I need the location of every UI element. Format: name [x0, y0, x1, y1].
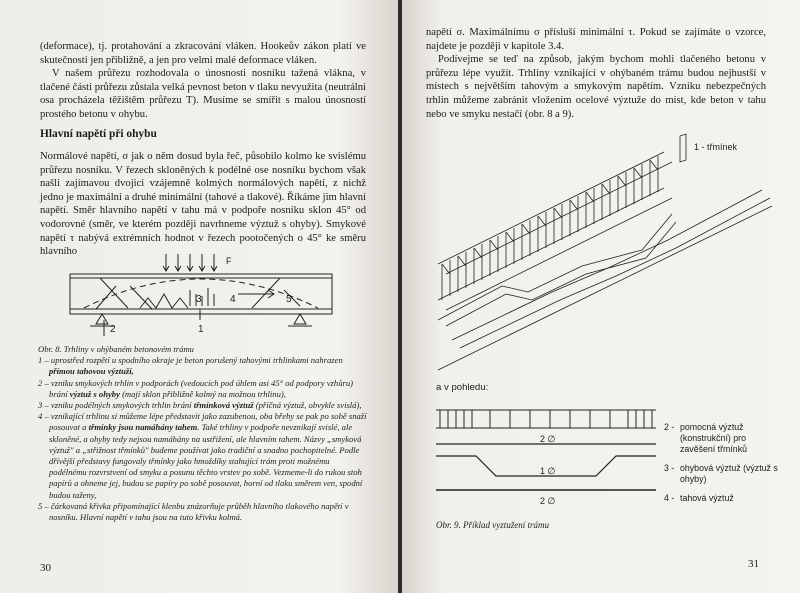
caption-item-2-bold: výztuž s ohyby	[69, 388, 120, 399]
caption-item-3	[38, 400, 368, 411]
fig9-legend-item-4	[664, 493, 782, 504]
fig9-legend-text-2: pomocná výztuž (konstrukční) pro zavěšení třmínků	[680, 422, 747, 454]
caption-item-4-bold: třmínky jsou namáhány tahem	[88, 422, 198, 433]
caption-item-3-bold: třmínková výztuž	[193, 400, 254, 411]
caption-item-3-tail: (příčná výztuž, obvykle svislá),	[253, 400, 362, 411]
caption-item-2	[38, 378, 368, 400]
figure-9-elevation	[432, 404, 662, 510]
fig9-legend-num-4: 4 -	[664, 493, 675, 503]
caption-item-1-bold: přímou tahovou výztuží,	[49, 366, 134, 377]
caption-item-4	[38, 411, 368, 501]
caption-item-4-num: 4 –	[38, 411, 49, 422]
right-paragraph-2: Podívejme se teď na způsob, jakým bychom mohli tlačeného betonu v průřezu lépe využít. Trhliny vznikající v ohýbaném trámu budou nejhustší v místech s největším tahovým a smykovým napětím. Vzniku nebezpečných trhlin můžeme zabránit vložením ocelové výztuže do míst, kde beton v tahu nebo ve smyku nestačí (obr. 8 a 9).	[426, 54, 766, 120]
caption-item-5-text: čárkovaná křivka připomínající klenbu znázorňuje průběh hlavního tlakového napětí v nosníku. Hlavní napětí v tahu jsou na tuto křivku kolmá.	[49, 500, 349, 523]
fig9-legend-item-2	[664, 422, 782, 455]
page-number-left: 30	[40, 562, 51, 574]
fig9-stirrup-legend: 1 - třmínek	[694, 142, 738, 152]
left-page	[0, 0, 398, 593]
caption-item-2-text: vzniku smykových trhlin v podporách (vedoucích pod úhlem asi 45° od podpory vzhůru) brání	[49, 377, 353, 399]
section-heading: Hlavní napětí při ohybu	[40, 128, 157, 140]
figure-9-caption: Obr. 9. Příklad vyztužení trámu	[436, 520, 549, 530]
right-page	[402, 0, 800, 593]
fig9-bar-2: 2 ∅	[540, 434, 556, 444]
intro-paragraph-2: V našem průřezu rozhodovala o únosnosti nosníku tažená vlákna, v tlačené části průřezu zůstala velká pevnost beton v tlaku nevyužita (neutrální osa procházela těžištěm průřezu T). Musíme se smířit s malou únosností prostého betonu v ohybu.	[40, 68, 366, 120]
fig8-label-5: 5	[286, 294, 292, 305]
body-text	[40, 150, 366, 259]
caption-item-5	[38, 501, 368, 523]
fig8-label-1: 1	[198, 324, 204, 335]
caption-item-3-text: vzniku podélných smykových trhlin brání	[50, 400, 194, 411]
caption-item-1-text: uprostřed rozpětí u spodního okraje je beton porušený tahovými trhlinkami nahrazen	[50, 355, 343, 366]
fig9-legend-num-3: 3 -	[664, 463, 675, 473]
figure-8-caption-title: Obr. 8. Trhliny v ohýbaném betonovém trámu	[38, 344, 194, 354]
fig9-legend-item-3	[664, 463, 782, 485]
fig9-legend-num-2: 2 -	[664, 422, 675, 432]
caption-item-5-num: 5 –	[38, 500, 49, 511]
caption-item-2-tail: (mají sklon přibližně kolmý na možnou trhlinu),	[119, 388, 286, 399]
body-paragraph: Normálové napětí, σ jak o něm dosud byla řeč, působilo kolmo ke svislému průřezu nosníku. V řezech skloněných k podélné ose nosníku bychom však našli zajímavou dvojici vzájemně kolmých normálových napětí, z nichž jedno je maximální a druhé minimální (tahové a tlakové). Říkáme jim hlavní napětí. Směr hlavního napětí v tahu má v podpoře nosníku sklon 45° od vodorovné (směr, ve kterém později navrhneme výztuž s ohyby). Smykové napětí τ nabývá extrémních hodnot v řezech pootočených o 45° ke směru hlavního	[40, 151, 366, 258]
fig8-load-label: F	[226, 256, 232, 266]
caption-item-4-tail: . Také trhliny v podpoře nevznikají svislé, ale skloněné, a ohyby tedy nejsou namáhány na ustřižení, ale hlavním tahem. Názvy „smyková výztuž" a „střižnost třmínků" budeme používat jako tradiční a snadno pochopitelné. Podle dřívější představy fungovaly třmínky jako hmoždíky stahující trám proti možnému podélnému rozvrstvení od smyku a posunu těchto vrstev po sobě. Vezmeme-li do rukou stoh papírů a ohneme jej, budou se papíry po sobě posouvat, horní od tlaku směrem ven, spodní budou taženy,	[49, 422, 363, 500]
fig9-legend	[664, 422, 782, 504]
fig8-label-3: 3	[196, 294, 202, 305]
fig8-label-4: 4	[230, 294, 236, 305]
right-paragraph-1: napětí σ. Maximálnímu σ přísluší minimální τ. Pokud se zajímáte o vzorce, najdete je později v kapitole 3.4.	[426, 27, 766, 52]
caption-item-1	[38, 355, 368, 377]
fig9-view-label: a v pohledu:	[436, 382, 489, 393]
fig9-legend-text-4: tahová výztuž	[680, 493, 734, 503]
figure-8-caption	[38, 344, 368, 523]
caption-item-2-num: 2 –	[38, 377, 49, 388]
figure-8-beam-diagram	[40, 250, 370, 336]
fig9-bar-2b: 2 ∅	[540, 496, 556, 506]
caption-item-1-num: 1 –	[38, 355, 49, 366]
caption-item-4-text: vznikající trhlinu si můžeme lépe představit jako zazubenou, oba břehy se pak po sobě snaží posouvat a	[49, 411, 367, 433]
fig9-bar-1: 1 ∅	[540, 466, 556, 476]
intro-text	[40, 40, 366, 122]
right-body-text	[426, 26, 766, 121]
intro-paragraph-1: (deformace), tj. protahování a zkracování vláken. Hookeův zákon platí ve skutečnosti jen přibližně, a jen pro velmi malé deformace vláken.	[40, 41, 366, 66]
fig9-legend-text-3: ohybová výztuž (výztuž s ohyby)	[680, 463, 778, 484]
fig8-label-2: 2	[110, 324, 116, 335]
caption-item-3-num: 3 –	[38, 400, 49, 411]
page-number-right: 31	[748, 558, 759, 570]
figure-9-isometric-cage	[432, 130, 782, 380]
